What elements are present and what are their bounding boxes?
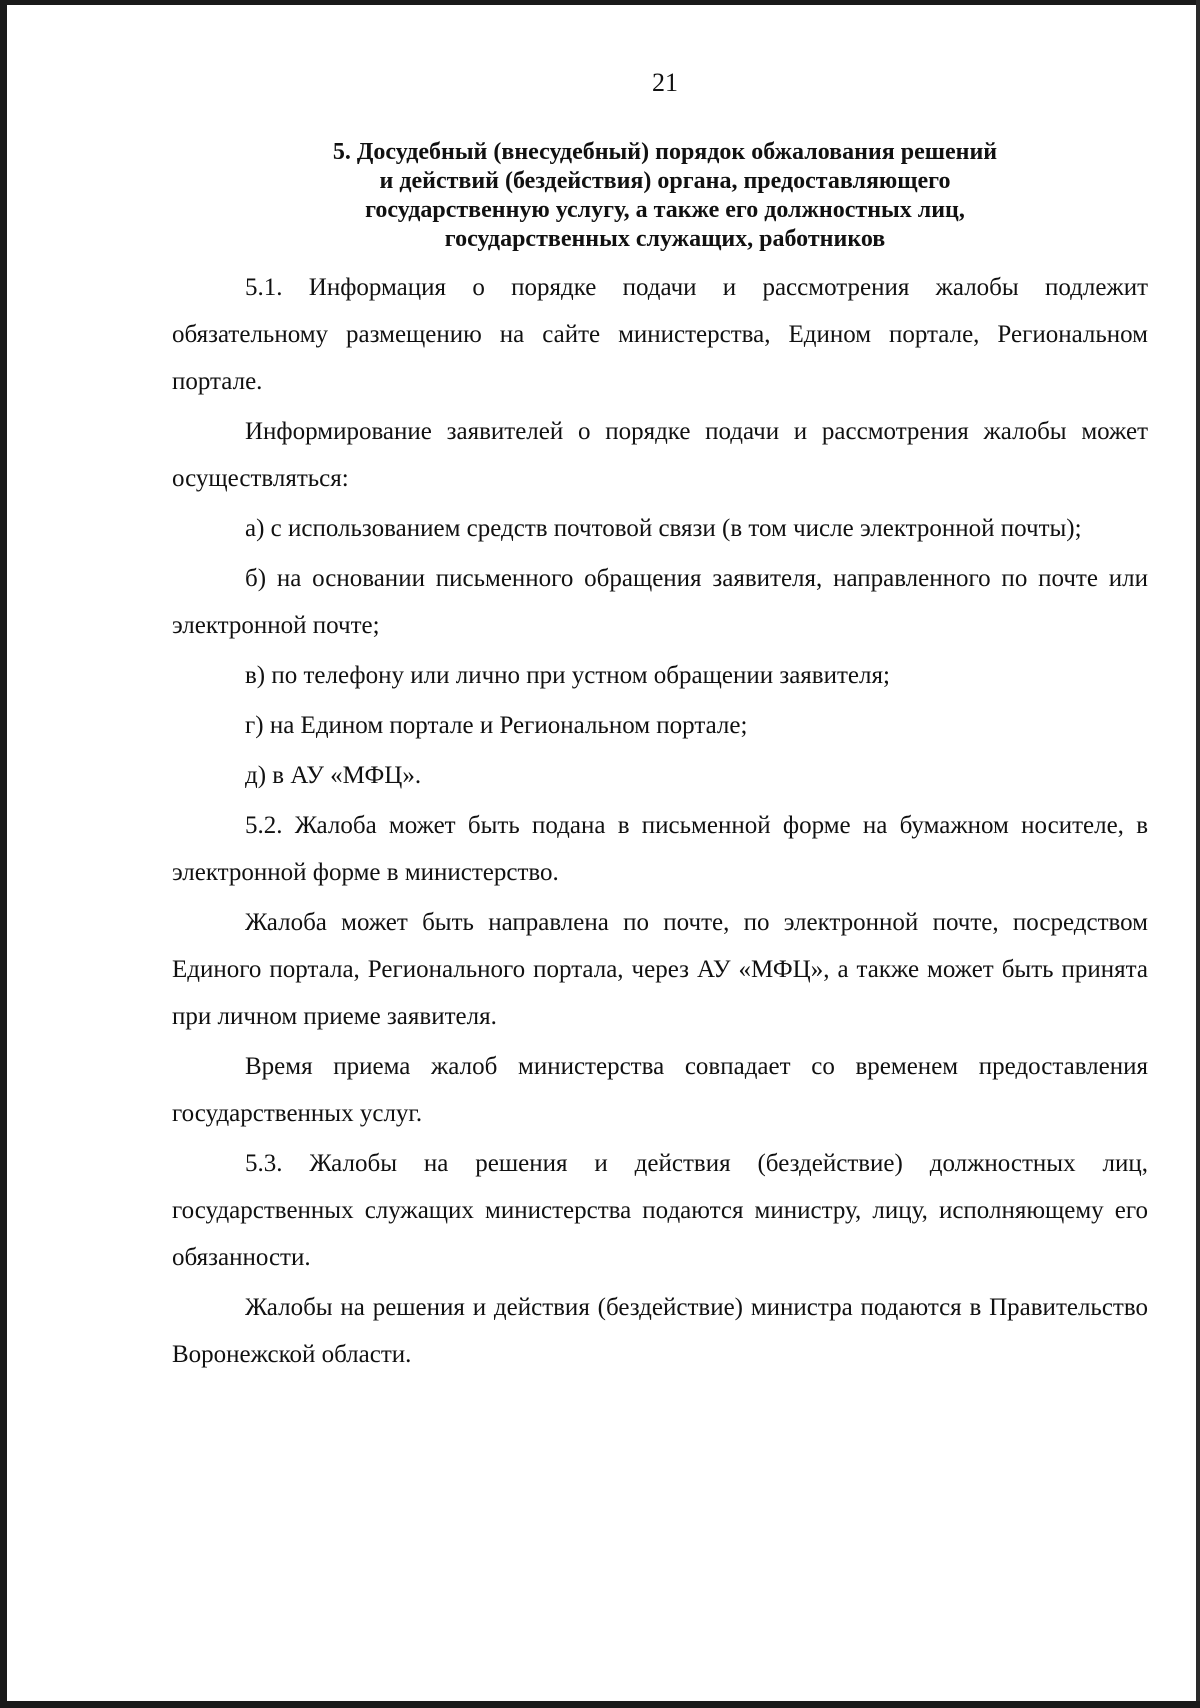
heading-line-4: государственных служащих, работников	[444, 226, 886, 252]
document-body	[172, 264, 1148, 1378]
paragraph-5-2: 5.2. Жалоба может быть подана в письменной форме на бумажном носителе, в электронной форме в министерство.	[172, 812, 1148, 886]
paragraph-informing: Информирование заявителей о порядке подачи и рассмотрения жалобы может осуществляться:	[172, 418, 1148, 492]
list-item-b: б) на основании письменного обращения заявителя, направленного по почте или электронной почте;	[172, 565, 1148, 639]
scan-border-right	[1196, 0, 1200, 1708]
paragraph-5-1: 5.1. Информация о порядке подачи и рассмотрения жалобы подлежит обязательному размещению на сайте министерства, Едином портале, Региональном портале.	[172, 274, 1148, 395]
scan-border-top	[0, 0, 1200, 5]
paragraph-5-3: 5.3. Жалобы на решения и действия (бездействие) должностных лиц, государственных служащих министерства подаются министру, лицу, исполняющему его обязанности.	[172, 1150, 1148, 1271]
paragraph-minister-complaints: Жалобы на решения и действия (бездействие) министра подаются в Правительство Воронежской области.	[172, 1294, 1148, 1368]
section-heading	[200, 138, 1130, 254]
paragraph-submission: Жалоба может быть направлена по почте, по электронной почте, посредством Единого портала, Регионального портала, через АУ «МФЦ», а также может быть принята при личном приеме заявителя.	[172, 909, 1148, 1030]
list-item-a: а) с использованием средств почтовой связи (в том числе электронной почты);	[245, 515, 1082, 542]
list-item-g: г) на Едином портале и Региональном портале;	[245, 712, 748, 739]
scan-border-bottom	[0, 1701, 1200, 1708]
heading-line-3: государственную услугу, а также его должностных лиц,	[365, 197, 965, 223]
list-item-d: д) в АУ «МФЦ».	[245, 762, 422, 789]
scan-border-left	[0, 0, 7, 1708]
heading-line-1: 5. Досудебный (внесудебный) порядок обжалования решений	[332, 139, 998, 165]
heading-line-2: и действий (бездействия) органа, предоставляющего	[379, 168, 951, 194]
paragraph-reception-time: Время приема жалоб министерства совпадает со временем предоставления государственных услуг.	[172, 1053, 1148, 1127]
list-item-v: в) по телефону или лично при устном обращении заявителя;	[245, 662, 890, 689]
page-number: 21	[652, 68, 678, 97]
